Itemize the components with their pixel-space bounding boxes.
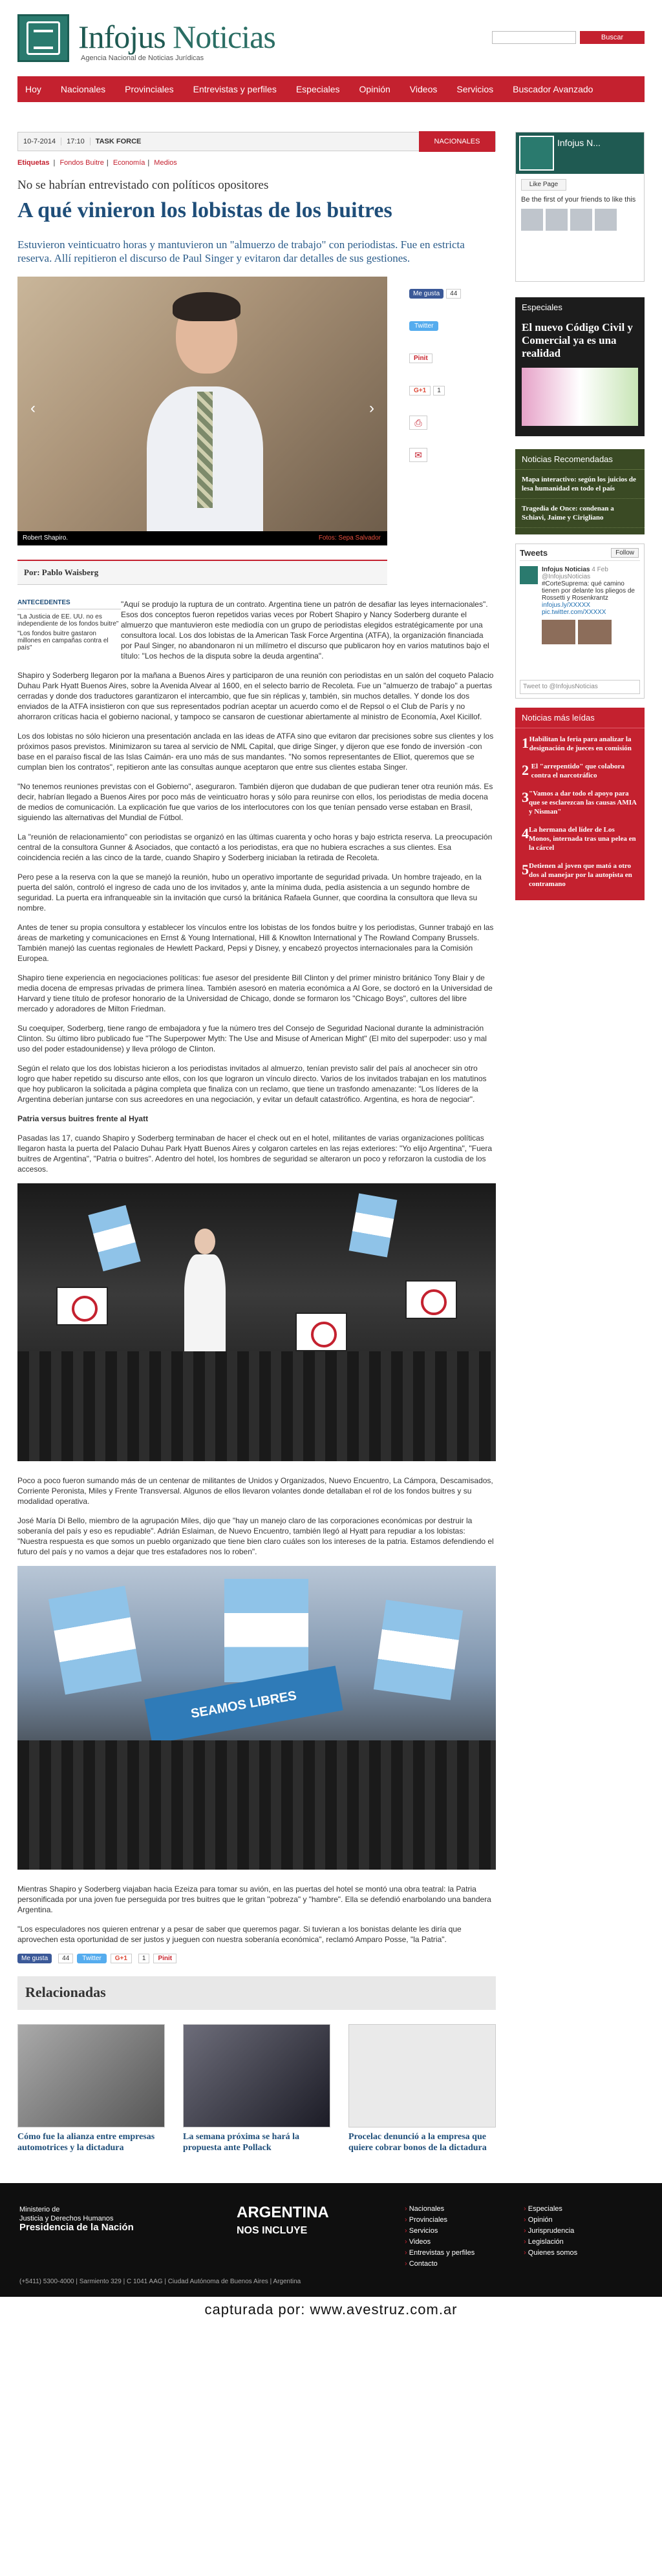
facebook-count: 44 [446,289,461,299]
tag-link[interactable]: Fondos Buitre [59,159,104,167]
antecedentes-box [17,599,121,670]
nav-videos[interactable]: Videos [409,84,438,94]
related-title[interactable]: La semana próxima se hará la propuesta ante Pollack [183,2132,300,2153]
footer-link[interactable]: › Legislación [524,2238,577,2246]
tweet-avatar [520,566,538,584]
google-plus-button[interactable]: G+1 [409,386,431,396]
article-lead: Estuvieron veinticuatro horas y mantuvieron un "almuerzo de trabajo" con periodistas. Fue en estricta reserva. Allí repitieron el discurso de Paul Singer y evitaron dar detalles de sus gestiones. [17,238,465,264]
facebook-friends-text: Be the first of your friends to like this [521,196,636,204]
article-byline: Por: Pablo Waisberg [17,560,387,585]
like-page-button[interactable]: Like Page [521,179,566,191]
nav-hoy[interactable]: Hoy [25,84,41,94]
category-badge[interactable]: NACIONALES [419,131,495,152]
antecedente-link[interactable]: "La Justicia de EE. UU. no es independiente de los fondos buitre" [17,613,119,628]
site-header [17,0,645,76]
footer-links [524,2205,577,2260]
recomendada-item[interactable]: Tragedia de Once: condenan a Schiavi, Jaime y Cirigliano [515,499,645,528]
related-title[interactable]: Procelac denunció a la empresa que quiere cobrar bonos de la dictadura [348,2132,487,2153]
related-image[interactable] [17,2024,165,2127]
tweets-title: Tweets [520,548,640,561]
article-title: A qué vinieron los lobistas de los buitres [17,198,392,222]
twitter-button[interactable]: Twitter [77,1954,106,1963]
recomendada-item[interactable]: Mapa interactivo: según los juicios de lesa humanidad en todo el país [515,470,645,499]
photo-credit: Fotos: Sepa Salvador [318,534,381,542]
tags-line: Etiquetas | Fondos Buitre | Economía | Medios [17,159,177,167]
related-item[interactable] [17,2024,165,2153]
nav-buscador[interactable]: Buscador Avanzado [513,84,593,94]
main-nav [17,76,645,102]
footer-link[interactable]: › Jurisprudencia [524,2227,577,2235]
google-plus-count: 1 [433,386,445,396]
email-icon[interactable]: ✉ [409,448,427,462]
facebook-like-button[interactable]: Me gusta [409,289,443,299]
mas-leida-item[interactable]: 1 Habilitan la feria para analizar la designación de jueces en comisión [522,735,632,752]
subheading: Patria versus buitres frente al Hyatt [17,1114,149,1123]
footer-link[interactable]: › Servicios [405,2227,475,2235]
pinterest-button[interactable]: Pinit [153,1954,176,1963]
protest-photo-2[interactable] [17,1566,496,1870]
twitter-widget [515,544,645,699]
tag-link[interactable]: Economía [112,159,145,167]
site-footer [0,2183,662,2297]
paragraph: José María Di Bello, miembro de la agrupación Miles, dijo que "hay un manejo claro de las corporaciones económicas por destruir la soberanía del país y eso es repudiable". Adrián Eslaiman, de Nuevo Encuentro, también llegó al Hyatt para repudiar a los lobistas: "Nuestra respuesta es que somos un pueblo organizado que tiene bien claro cuáles son los intereses de la patria. Estamos defendiendo el futuro del país y no vamos a dejar que tres estafadores nos lo roben". [17,1516,494,1556]
paragraph: Shapiro y Soderberg llegaron por la mañana a Buenos Aires y participaron de una reunión con periodistas en un salón del coqueto Palacio Duhau Park Hyatt Buenos Aires, sobre la Avenida Alvear al 1600, en el selecto barrio de Recoleta. Fue un "almuerzo de trabajo" a puertas cerradas y donde dos traductores garantizaron el intercambio, que fue sin réplicas y, también, sin muchos detalles. Y donde los dos enviados de la ATFA insistieron con que sus representados podrían aceptar un acuerdo como el de Repsol o el Club de París y no ahorraron críticas hacia el gobierno nacional, y tampoco se cansaron de cuestionar abiertamente al ministro de Economía, Axel Kicillof. [17,671,494,721]
share-bar-bottom [17,1954,496,1963]
article-date: 10-7-2014 [18,138,61,145]
tweet-to-input[interactable]: Tweet to @InfojusNoticias [520,680,640,694]
paragraph: Poco a poco fueron sumando más de un centenar de militantes de Unidos y Organizados, Nuevo Encuentro, La Cámpora, Descamisados, Corriente Peronista, Miles y Frente Transversal. Algunos de ellos llevaron volantes donde detallaban el rol de los fondos buitres y su modalidad operativa. [17,1476,493,1506]
paragraph: "Aquí se produjo la ruptura de un contrato. Argentina tiene un patrón de desafiar las leyes internacionales". Esos dos conceptos fueron repetidos varias veces por Robert Shapiro y Nancy Soderberg durante el almuerzo que mantuvieron este mediodía con un grupo de periodistas elegidos estratégicamente por una consultora local. Los dos lobistas de la American Task Force Argentina (ATFA), la organización financiada por Paul Singer, no abandonaron ni un milímetro el discurso que publicaron hoy en varios matutinos bajo el título: "Los hechos de la disputa sobre la deuda argentina". [121,600,489,660]
capture-watermark: capturada por: www.avestruz.com.ar [204,2301,458,2317]
mas-leida-item[interactable]: 2 El "arrepentido" que colabora contra el narcotráfico [522,762,625,779]
article-body [121,599,496,670]
portrait-figure [140,296,270,535]
article-meta-bar [17,132,496,151]
footer-link[interactable]: › Quienes somos [524,2249,577,2257]
especiales-image[interactable] [522,368,638,426]
footer-link[interactable]: › Especiales [524,2205,577,2213]
mas-leida-item[interactable]: 3 "Vamos a dar todo el apoyo para que se esclarezcan las causas AMIA y Nisman" [522,789,637,816]
article-time: 17:10 [61,138,91,145]
facebook-widget [515,132,645,282]
footer-link[interactable]: › Nacionales [405,2205,475,2213]
related-image[interactable] [348,2024,496,2127]
mas-leida-item[interactable]: 4 La hermana del líder de Los Monos, internada tras una pelea en la cárcel [522,825,636,852]
antecedente-link[interactable]: "Los fondos buitre gastaron millones en campañas contra el país" [17,630,109,651]
ministry-logo[interactable]: Ministerio de Justicia y Derechos Humanos Presidencia de la Nación [19,2206,134,2233]
especiales-panel [515,297,645,436]
paragraph: Los dos lobistas no sólo hicieron una presentación anclada en las ideas de ATFA sino que evitaron dar precisiones sobre sus clientes y los próximos pasos previstos. Minimizaron su tarea al servicio de NML Capital, que dirige Singer, y dijeron que ese fondo de inversión -con base en el paraíso fiscal de las Islas Caimán- era uno más de sus mandantes. "No somos representantes de Elliot, queremos que se cumplan bien los contratos", repitieron ante las consultas aunque aceptaron que entre sus clientes estaba Singer. [17,732,494,772]
tag-link[interactable]: Medios [154,159,177,167]
facebook-count: 44 [58,1954,73,1963]
mas-leidas-panel [515,708,645,900]
footer-link[interactable]: › Entrevistas y perfiles [405,2249,475,2257]
search-button[interactable]: Buscar [580,31,645,44]
mas-leidas-title: Noticias más leídas [515,708,645,728]
photo-caption: Robert Shapiro. Fotos: Sepa Salvador [17,531,387,545]
footer-links [405,2205,475,2271]
facebook-page-name[interactable]: Infojus N... [557,138,601,148]
paragraph: Mientras Shapiro y Soderberg viajaban hacia Ezeiza para tomar su avión, en las puertas del hotel se montó una obra teatral: la Patria personificada por una joven fue perseguida por tres buitres que le gritan "pobreza" y "hambre". Ella se defendió enarbolando una bandera Argentina. [17,1884,491,1914]
sidebar [515,132,645,2153]
paragraph: Antes de tener su propia consultora y establecer los vínculos entre los lobistas de los fondos buitre y los periodistas, Gunner trabajó en las áreas de marketing y comunicaciones en Ernst & Young International, Hill & Knowlton International y The Rowland Company Brussels. También manejó las cuentas regionales de Hewlett Packard, Pepsi y Disney, y encabezó proyectos internacionales para la Comisión Europea. [17,923,494,963]
facebook-like-button[interactable]: Me gusta [17,1954,52,1963]
footer-link[interactable]: › Videos [405,2238,475,2246]
article-photo[interactable] [17,277,387,545]
article-column [17,132,496,2153]
paragraph: Shapiro tiene experiencia en negociaciones políticas: fue asesor del presidente Bill Clinton y del primer ministro británico Tony Blair y de media docena de empresas privadas de primera línea. También asesoró en materia económica a Al Gore, se doctoró en la Universidad de Harvard y tiene título de profesor honorario de la Universidad de Chicago, donde se formaron los "Chicago Boys", cultores del libre mercado y adoradores de Milton Friedman. [17,973,493,1013]
logo-emblem-icon[interactable] [17,14,69,62]
paragraph: "No tenemos reuniones previstas con el Gobierno", aseguraron. También dijeron que dudaban de que pudieran tener otra reunión más. Es decir, habrían llegado a Buenos Aires por poco más de veinticuatro horas y sólo para reunirse con ellos, los periodistas de media docena de medios de comunicación. La explicación fue que varios de los interlocutores con los que tenían pensado verse estaban en Brasil, siguiendo las alternativas del Mundial de Fútbol. [17,782,493,822]
paragraph: Su coequiper, Soderberg, tiene rango de embajadora y fue la número tres del Consejo de Seguridad Nacional durante la administración Clinton. Su último libro publicado fue "The Superpower Myth: The Use and Misuse of American Might" (El mito del superpoder: uso y mal uso del poder estadounidense) y lleva prólogo de Clinton. [17,1024,487,1053]
protest-photo-1[interactable] [17,1183,496,1461]
footer-address: (+5411) 5300-4000 | Sarmiento 329 | C 1041 AAG | Ciudad Autónoma de Buenos Aires | Argentina [19,2278,301,2285]
recomendadas-title: Noticias Recomendadas [515,449,645,470]
pinterest-button[interactable]: Pinit [409,354,432,363]
footer-link[interactable]: › Provinciales [405,2216,475,2224]
follow-button[interactable]: Follow [611,548,639,558]
tweet-images[interactable] [542,620,640,644]
tags-label: Etiquetas [17,159,50,167]
paragraph: Pero pese a la reserva con la que se manejó la reunión, hubo un operativo importante de seguridad privada. Un hombre trajeado, en la puerta del salón, controló el ingreso de cada uno de los invitados y, ante la mínima duda, pedía asistencia a un segundo hombre de seguridad. La puerta era infranqueable sin la invitación que cursó la británica Rafaela Gunner, que coordina la consultora que lleva su nombre. [17,872,482,913]
article-kicker: No se habrían entrevistado con políticos opositores [17,178,269,192]
search-input[interactable] [492,31,576,44]
related-title[interactable]: Cómo fue la alianza entre empresas automotrices y la dictadura [17,2132,155,2153]
antecedentes-title: ANTECEDENTES [17,599,121,609]
related-item[interactable] [348,2024,496,2153]
paragraph: Pasadas las 17, cuando Shapiro y Soderberg terminaban de hacer el check out en el hotel, militantes de varias organizaciones políticas llegaron hasta la puerta del Palacio Duhau Park Hyatt Buenos Aires y colgaron carteles en las rejas exteriores: "Yo elijo Argentina", "Fuera buitres de Argentina", "Patria o buitres". Adentro del hotel, los hombres de seguridad se alteraron un poco y reforzaron la custodia de los accesos. [17,1134,493,1174]
next-arrow-icon[interactable]: › [369,399,374,417]
article-section: TASK FORCE [95,138,142,145]
friend-avatars [516,204,644,236]
especiales-title: Especiales [515,297,645,317]
nav-servicios[interactable]: Servicios [456,84,494,94]
mas-leida-item[interactable]: 5 Detienen al joven que mató a otro dos al manejar por la autopista en contramano [522,861,632,888]
related-item[interactable] [183,2024,330,2153]
footer-link[interactable]: › Contacto [405,2260,475,2268]
prev-arrow-icon[interactable]: ‹ [30,399,36,417]
footer-link[interactable]: › Opinión [524,2216,577,2224]
share-column [387,277,471,545]
paragraph: "Los especuladores nos quieren entrenar y a pesar de saber que queremos pagar. Si tuvieran a los bonistas delante les diría que aprovechen esta oportunidad de ser justos y jueguen con nuestra soberanía económica", reclamó Amparo Posse, "la Patria". [17,1925,462,1944]
tweet[interactable]: Infojus Noticias 4 Feb @InfojusNoticias #CorteSuprema: qué camino tienen por delante los pliegos de Rossetti y Rosenkrantz infojus.ly/XXXXX pic.twitter.com/XXXXX [520,566,640,616]
paragraph: Según el relato que los dos lobistas hicieron a los periodistas invitados al almuerzo, tenían previsto salir del país al anochecer sin otro logro que haber repetido su discurso ante ellos, con los que lograron un vínculo directo. Varios de los invitados trabajan en los matutinos que hoy publicaron la solicitada a página completa que finaliza con un reclamo, que tiene un trasfondo amenazante: "Los líderes de la Argentina deberían juntarse con sus acreedores en una negociación, y evitar un default catastrófico. Argentina, es hora de negociar". [17,1064,487,1104]
twitter-button[interactable]: Twitter [409,321,438,331]
site-logo[interactable]: Infojus Noticias [78,19,275,55]
paragraph: La "reunión de relacionamiento" con periodistas se organizó en las últimas cuarenta y ocho horas y bajo estricta reserva. La preocupación central de la consultora Gunner & Asociados, que contactó a los periodistas, era que no hubiera escraches a sus clientes. Esa coincidencia recién a las cinco de la tarde, cuando Shapiro y Soderberg iniciaban la retirada de Recoleta. [17,832,493,862]
especiales-headline[interactable]: El nuevo Código Civil y Comercial ya es una realidad [522,321,633,359]
nav-nacionales[interactable]: Nacionales [60,84,106,94]
protest-banner: SEAMOS LIBRES [144,1665,343,1744]
nav-provinciales[interactable]: Provinciales [125,84,174,94]
site-subtitle: Agencia Nacional de Noticias Jurídicas [81,54,204,62]
related-image[interactable] [183,2024,330,2127]
nav-especiales[interactable]: Especiales [295,84,340,94]
print-icon[interactable]: ⎙ [409,416,427,430]
argentina-logo[interactable]: ARGENTINA NOS INCLUYE [237,2204,329,2236]
google-plus-button[interactable]: G+1 [111,1954,132,1963]
nav-entrevistas[interactable]: Entrevistas y perfiles [193,84,277,94]
page-avatar[interactable] [519,136,554,171]
related-header: Relacionadas [17,1976,496,2010]
related-list [17,2024,496,2153]
google-plus-count: 1 [138,1954,150,1963]
recomendadas-panel [515,449,645,534]
nav-opinion[interactable]: Opinión [359,84,390,94]
article-body-cont [17,670,496,1945]
